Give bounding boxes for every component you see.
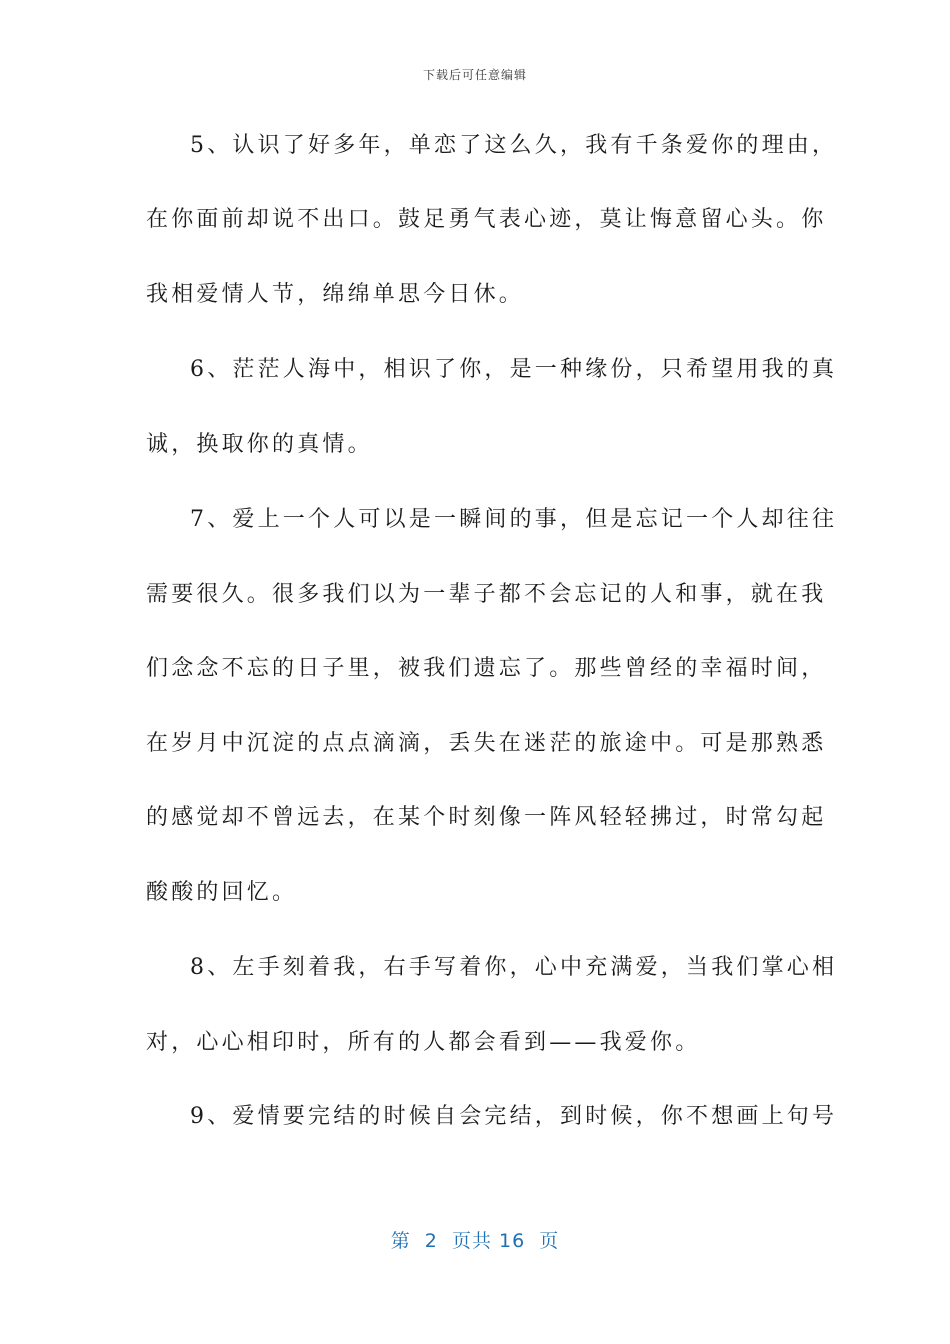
text-line: 5、认识了好多年，单恋了这么久，我有千条爱你的理由， [190,133,838,158]
text-line: 的感觉却不曾远去，在某个时刻像一阵风轻轻拂过，时常勾起 [146,805,827,830]
text-line: 9、爱情要完结的时候自会完结，到时候，你不想画上句号 [190,1104,838,1129]
text-line: 在岁月中沉淀的点点滴滴，丢失在迷茫的旅途中。可是那熟悉 [146,731,827,756]
text-line: 诚，换取你的真情。 [146,432,373,457]
page-number-footer: 第 2 页共 16 页 [390,1230,560,1252]
text-line: 需要很久。很多我们以为一辈子都不会忘记的人和事，就在我 [146,582,827,607]
text-line: 我相爱情人节，绵绵单思今日休。 [146,282,525,307]
text-line: 6、茫茫人海中，相识了你，是一种缘份，只希望用我的真 [190,357,838,382]
text-line: 对，心心相印时，所有的人都会看到——我爱你。 [146,1030,701,1055]
text-line: 8、左手刻着我，右手写着你，心中充满爱，当我们掌心相 [190,955,838,980]
text-line: 在你面前却说不出口。鼓足勇气表心迹，莫让悔意留心头。你 [146,207,827,232]
text-line: 们念念不忘的日子里，被我们遗忘了。那些曾经的幸福时间， [146,656,827,681]
page-header: 下载后可任意编辑 [422,68,527,82]
text-line: 7、爱上一个人可以是一瞬间的事，但是忘记一个人却往往 [190,507,838,532]
text-line: 酸酸的回忆。 [146,880,298,905]
